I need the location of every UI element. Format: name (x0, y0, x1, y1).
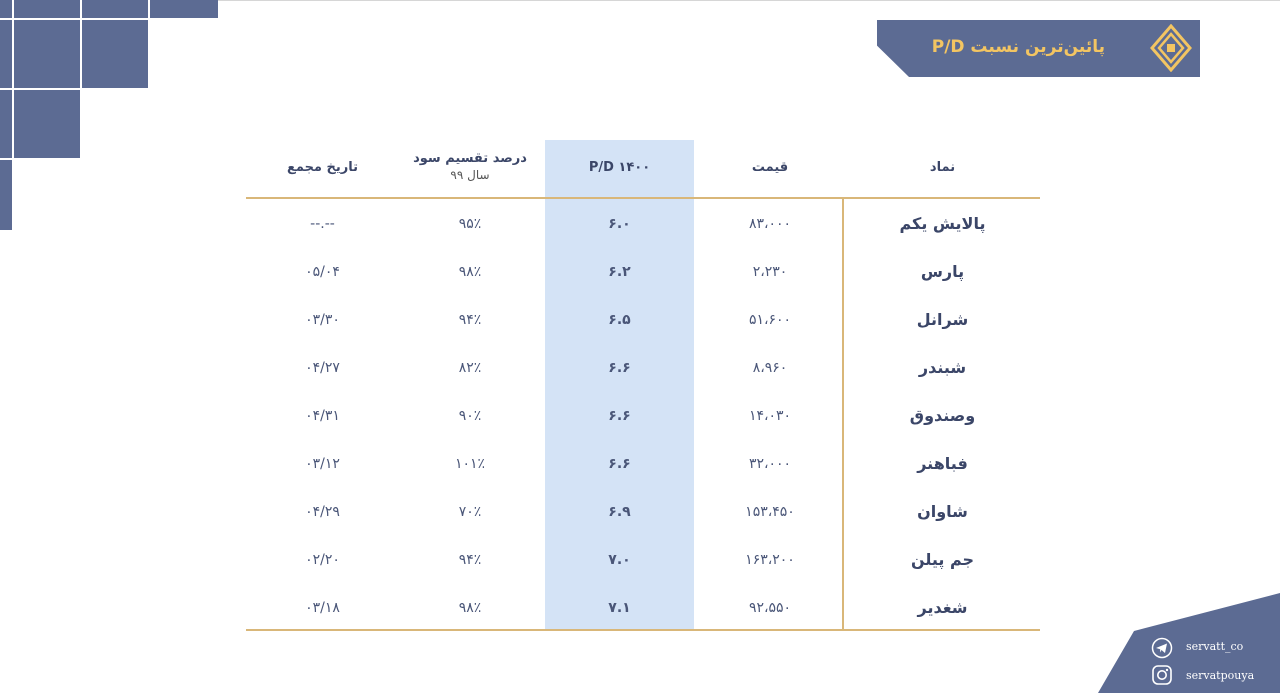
cell-meeting: ۰۵/۰۴ (305, 264, 340, 280)
cell-symbol: پارس (920, 262, 965, 281)
cell-pd: ۷.۰ (608, 552, 631, 568)
symbol-column-rule (842, 199, 844, 630)
cell-symbol: فباهنر (917, 454, 968, 473)
cell-pd: ۶.۶ (608, 408, 631, 424)
cell-symbol: پالایش یکم (899, 214, 986, 233)
cell-meeting: --.-- (310, 216, 335, 232)
cell-meeting: ۰۴/۲۹ (305, 504, 340, 520)
header-price: قیمت (751, 160, 789, 175)
telegram-handle[interactable]: servatt_co (1186, 640, 1244, 653)
header-pd: P/D ۱۴۰۰ (588, 160, 651, 175)
cell-meeting: ۰۴/۳۱ (305, 408, 340, 424)
top-divider (218, 0, 1280, 1)
cell-pd: ۶.۰ (608, 216, 631, 232)
cell-meeting: ۰۲/۲۰ (305, 552, 340, 568)
cell-pd: ۶.۶ (608, 456, 631, 472)
instagram-handle[interactable]: servatpouya (1186, 669, 1255, 682)
cell-pd: ۶.۹ (608, 504, 631, 520)
cell-dividend: ۹۸٪ (458, 264, 482, 280)
cell-dividend: ۹۴٪ (458, 552, 482, 568)
cell-symbol: شرانل (916, 310, 969, 329)
cell-price: ۱۴،۰۳۰ (748, 408, 792, 424)
cell-dividend: ۱۰۱٪ (454, 456, 486, 472)
cell-dividend: ۸۲٪ (458, 360, 482, 376)
bottom-rule (246, 629, 1040, 631)
header-dividend-sub: سال ۹۹ (450, 168, 490, 182)
cell-symbol: شبندر (918, 358, 967, 377)
telegram-icon[interactable] (1151, 637, 1173, 659)
cell-pd: ۶.۶ (608, 360, 631, 376)
cell-symbol: جم پیلن (910, 550, 975, 569)
cell-symbol: وصندوق (909, 406, 976, 425)
cell-dividend: ۹۵٪ (458, 216, 482, 232)
cell-dividend: ۹۸٪ (458, 600, 482, 616)
cell-meeting: ۰۳/۱۸ (305, 600, 340, 616)
cell-price: ۱۶۳،۲۰۰ (745, 552, 795, 568)
header-dividend (395, 151, 545, 182)
cell-price: ۳۲،۰۰۰ (748, 456, 792, 472)
header-rule (246, 197, 1040, 199)
cell-pd: ۷.۱ (608, 600, 631, 616)
cell-meeting: ۰۳/۱۲ (305, 456, 340, 472)
page-title: پائین‌ترین نسبت P/D (931, 37, 1105, 57)
cell-pd: ۶.۲ (608, 264, 631, 280)
cell-pd: ۶.۵ (608, 312, 631, 328)
cell-meeting: ۰۳/۳۰ (305, 312, 340, 328)
cell-price: ۵۱،۶۰۰ (748, 312, 792, 328)
cell-meeting: ۰۴/۲۷ (305, 360, 340, 376)
header-meeting: تاریخ مجمع (286, 160, 359, 175)
logo-icon (1150, 24, 1192, 72)
header-dividend-label: درصد تقسیم سود (413, 151, 527, 166)
cell-symbol: شاوان (917, 502, 968, 521)
instagram-icon[interactable] (1151, 664, 1173, 686)
cell-price: ۹۲،۵۵۰ (748, 600, 792, 616)
cell-price: ۸۳،۰۰۰ (748, 216, 792, 232)
cell-price: ۲،۲۳۰ (752, 264, 788, 280)
header-symbol: نماد (929, 160, 956, 175)
cell-symbol: شغدیر (917, 598, 968, 617)
cell-dividend: ۹۴٪ (458, 312, 482, 328)
cell-price: ۱۵۳،۴۵۰ (745, 504, 795, 520)
cell-price: ۸،۹۶۰ (752, 360, 788, 376)
cell-dividend: ۷۰٪ (458, 504, 482, 520)
cell-dividend: ۹۰٪ (458, 408, 482, 424)
